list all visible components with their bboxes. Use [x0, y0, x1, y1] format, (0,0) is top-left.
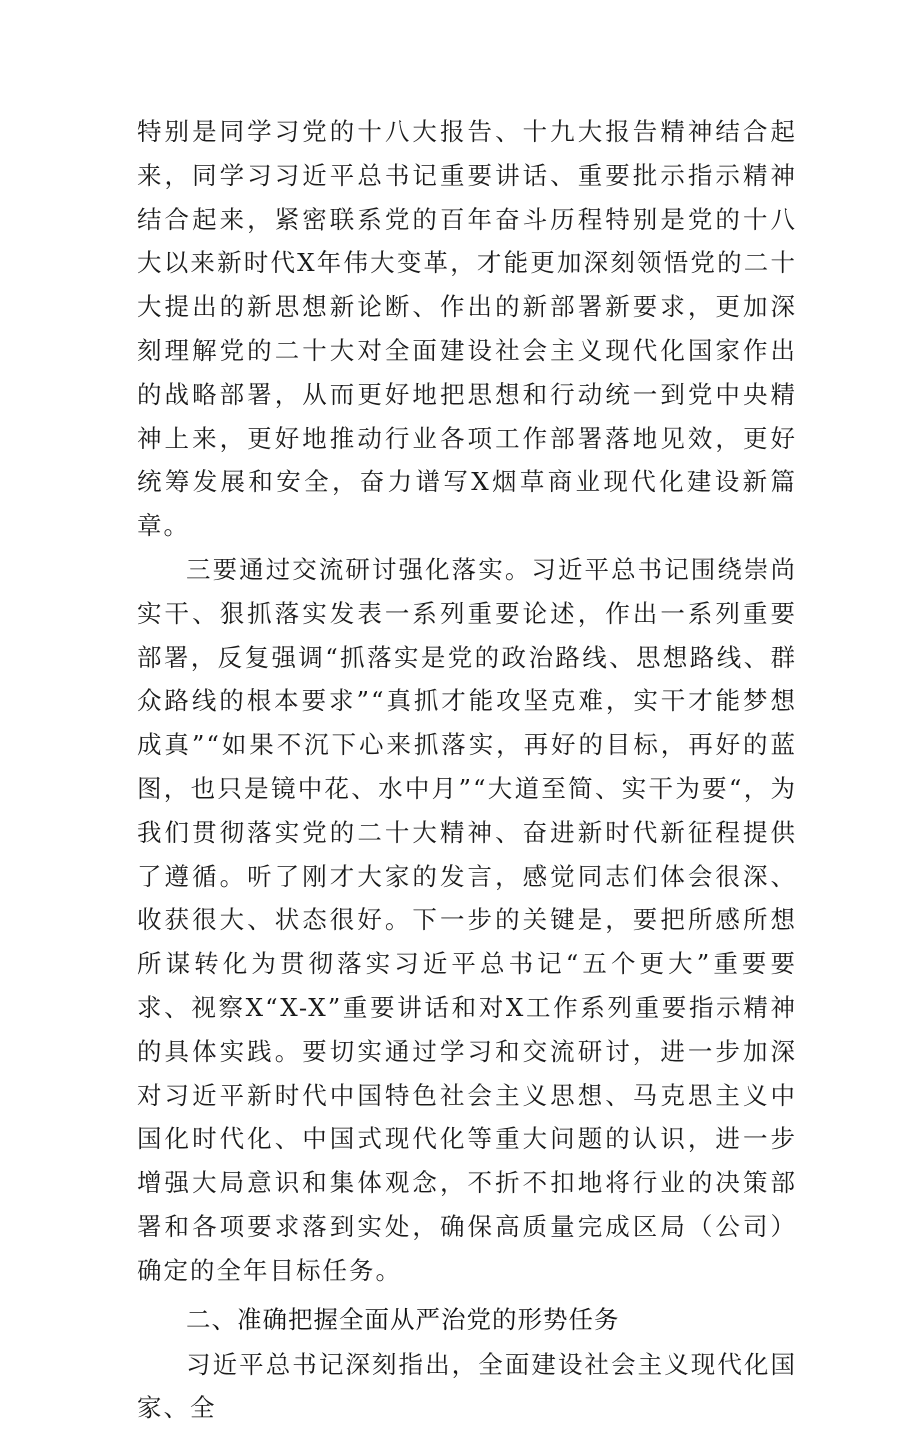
section-heading: 二、准确把握全面从严治党的形势任务 [186, 1304, 620, 1334]
paragraph-continued: 特别是同学习党的十八大报告、十九大报告精神结合起来，同学习习近平总书记重要讲话、重要批示指示精神结合起来，紧密联系党的百年奋斗历程特别是党的十八大以来新时代X年伟大变革，才能更加深刻领悟党的二十大提出的新思想新论断、作出的新部署新要求，更加深刻理解党的二十大对全面建设社会主义现代化国家作出的战略部署，从而更好地把思想和行动统一到党中央精神上来，更好地推动行业各项工作部署落地见效，更好统筹发展和安全，奋力谱写X烟草商业现代化建设新篇章。 [137, 117, 797, 541]
paragraph-section-start: 习近平总书记深刻指出，全面建设社会主义现代化国家、全 [137, 1349, 797, 1423]
document-body [137, 110, 797, 1430]
paragraph-implementation: 三要通过交流研讨强化落实。习近平总书记围绕崇尚实干、狠抓落实发表一系列重要论述，作出一系列重要部署，反复强调“抓落实是党的政治路线、思想路线、群众路线的根本要求”“真抓才能攻坚克难，实干才能梦想成真”“如果不沉下心来抓落实，再好的目标，再好的蓝图，也只是镜中花、水中月”“大道至简、实干为要“，为我们贯彻落实党的二十大精神、奋进新时代新征程提供了遵循。听了刚才大家的发言，感觉同志们体会很深、收获很大、状态很好。下一步的关键是，要把所感所想所谋转化为贯彻落实习近平总书记“五个更大”重要要求、视察X“X-X”重要讲话和对X工作系列重要指示精神的具体实践。要切实通过学习和交流研讨，进一步加深对习近平新时代中国特色社会主义思想、马克思主义中国化时代化、中国式现代化等重大问题的认识，进一步增强大局意识和集体观念，不折不扣地将行业的决策部署和各项要求落到实处，确保高质量完成区局（公司）确定的全年目标任务。 [137, 554, 797, 1285]
